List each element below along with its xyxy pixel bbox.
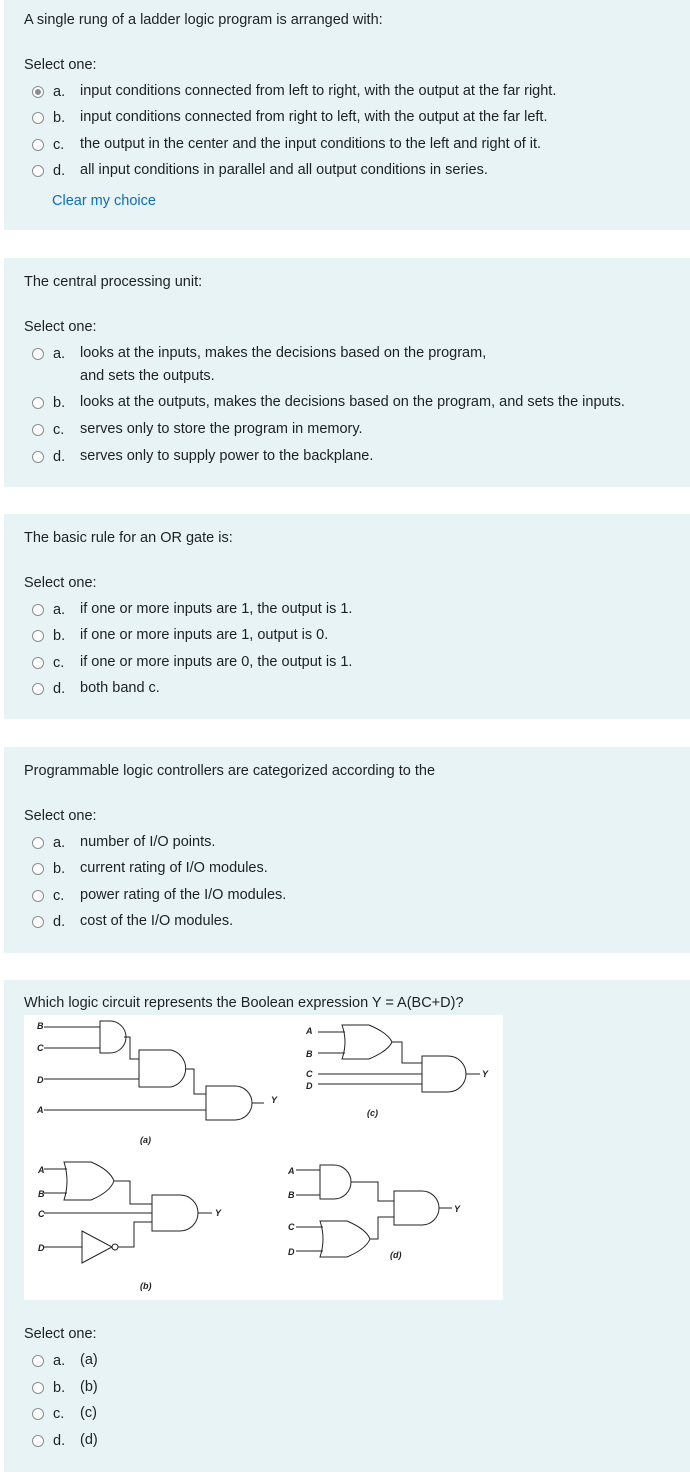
- radio-button[interactable]: [32, 863, 44, 875]
- circuit-b: [37, 1162, 222, 1291]
- signal-label: D: [38, 1243, 45, 1253]
- radio-button[interactable]: [32, 86, 44, 98]
- circuit-c: [305, 1025, 489, 1118]
- signal-label: C: [288, 1222, 295, 1232]
- radio-button[interactable]: [32, 112, 44, 124]
- radio-button[interactable]: [32, 139, 44, 151]
- option-a[interactable]: a. (a): [32, 1353, 98, 1372]
- option-b[interactable]: b. (b): [32, 1380, 98, 1399]
- question-text: Which logic circuit represents the Boolean expression Y = A(BC+D)?: [24, 995, 464, 1011]
- radio-button[interactable]: [32, 397, 44, 409]
- question-card-4: [4, 747, 690, 953]
- caption-b: (b): [140, 1281, 152, 1291]
- or-gate: [320, 1221, 370, 1257]
- clear-choice-link[interactable]: Clear my choice: [52, 193, 156, 209]
- radio-button[interactable]: [32, 1355, 44, 1367]
- option-c[interactable]: c. power rating of the I/O modules.: [32, 888, 286, 907]
- signal-label: A: [38, 1165, 45, 1175]
- radio-button[interactable]: [32, 837, 44, 849]
- select-one-label: Select one:: [24, 57, 97, 73]
- select-one-label: Select one:: [24, 1326, 97, 1342]
- and-gate: [139, 1050, 186, 1087]
- and-gate: [152, 1195, 198, 1231]
- question-card-3: [4, 514, 690, 719]
- signal-label: D: [37, 1075, 44, 1085]
- question-card-1: [4, 0, 690, 230]
- circuit-svg: [24, 1015, 503, 1300]
- signal-label: A: [288, 1166, 295, 1176]
- option-c[interactable]: c. serves only to store the program in memory.: [32, 422, 363, 441]
- radio-button[interactable]: [32, 630, 44, 642]
- signal-label: B: [37, 1021, 44, 1031]
- caption-a: (a): [140, 1135, 151, 1145]
- or-gate: [342, 1025, 392, 1059]
- option-c[interactable]: c. the output in the center and the input conditions to the left and right of it.: [32, 137, 541, 156]
- signal-label: C: [306, 1069, 313, 1079]
- and-gate: [422, 1056, 466, 1092]
- signal-label: D: [288, 1247, 295, 1257]
- option-a[interactable]: a. looks at the inputs, makes the decisions based on the program, and sets the outputs.: [32, 346, 486, 388]
- and-gate: [206, 1086, 252, 1120]
- radio-button[interactable]: [32, 1382, 44, 1394]
- option-a[interactable]: a. number of I/O points.: [32, 835, 215, 854]
- option-b[interactable]: b. if one or more inputs are 1, output is 0.: [32, 628, 328, 647]
- signal-label: Y: [215, 1208, 222, 1218]
- radio-button[interactable]: [32, 424, 44, 436]
- signal-label: B: [38, 1189, 45, 1199]
- circuit-a: [36, 1021, 278, 1145]
- radio-button[interactable]: [32, 165, 44, 177]
- logic-circuit-diagram: [24, 1015, 503, 1300]
- option-b[interactable]: b. looks at the outputs, makes the decisions based on the program, and sets the inputs.: [32, 395, 625, 414]
- signal-label: C: [38, 1209, 45, 1219]
- signal-label: C: [37, 1043, 44, 1053]
- circuit-d: [287, 1165, 461, 1260]
- signal-label: Y: [454, 1204, 461, 1214]
- signal-label: B: [306, 1049, 313, 1059]
- radio-button[interactable]: [32, 683, 44, 695]
- radio-button[interactable]: [32, 604, 44, 616]
- signal-label: B: [288, 1190, 295, 1200]
- caption-d: (d): [390, 1250, 402, 1260]
- option-c[interactable]: c. (c): [32, 1406, 97, 1425]
- option-d[interactable]: d. cost of the I/O modules.: [32, 914, 233, 933]
- option-b[interactable]: b. input conditions connected from right to left, with the output at the far left.: [32, 110, 548, 129]
- option-a[interactable]: a. input conditions connected from left to right, with the output at the far right.: [32, 84, 556, 103]
- not-gate: [82, 1231, 112, 1263]
- option-d[interactable]: d. all input conditions in parallel and all output conditions in series.: [32, 163, 488, 182]
- select-one-label: Select one:: [24, 575, 97, 591]
- select-one-label: Select one:: [24, 319, 97, 335]
- option-d[interactable]: d. (d): [32, 1433, 98, 1452]
- option-d[interactable]: d. serves only to supply power to the backplane.: [32, 449, 373, 468]
- option-a[interactable]: a. if one or more inputs are 1, the output is 1.: [32, 602, 352, 621]
- option-b[interactable]: b. current rating of I/O modules.: [32, 861, 268, 880]
- question-text: A single rung of a ladder logic program is arranged with:: [24, 12, 383, 28]
- and-gate: [100, 1021, 126, 1053]
- select-one-label: Select one:: [24, 808, 97, 824]
- radio-button[interactable]: [32, 916, 44, 928]
- radio-button[interactable]: [32, 1408, 44, 1420]
- signal-label: Y: [482, 1069, 489, 1079]
- signal-label: Y: [271, 1095, 278, 1105]
- radio-button[interactable]: [32, 1435, 44, 1447]
- radio-button[interactable]: [32, 348, 44, 360]
- signal-label: A: [37, 1105, 44, 1115]
- question-text: Programmable logic controllers are categorized according to the: [24, 763, 436, 779]
- option-d[interactable]: d. both band c.: [32, 681, 160, 700]
- signal-label: A: [306, 1026, 313, 1036]
- caption-c: (c): [367, 1108, 378, 1118]
- question-text: The basic rule for an OR gate is:: [24, 530, 233, 546]
- question-card-2: [4, 258, 690, 487]
- or-gate: [64, 1162, 114, 1200]
- and-gate: [320, 1165, 351, 1199]
- question-text: The central processing unit:: [24, 274, 203, 290]
- radio-button[interactable]: [32, 657, 44, 669]
- radio-button[interactable]: [32, 451, 44, 463]
- radio-button[interactable]: [32, 890, 44, 902]
- signal-label: D: [306, 1081, 313, 1091]
- and-gate: [394, 1191, 439, 1225]
- option-c[interactable]: c. if one or more inputs are 0, the output is 1.: [32, 655, 352, 674]
